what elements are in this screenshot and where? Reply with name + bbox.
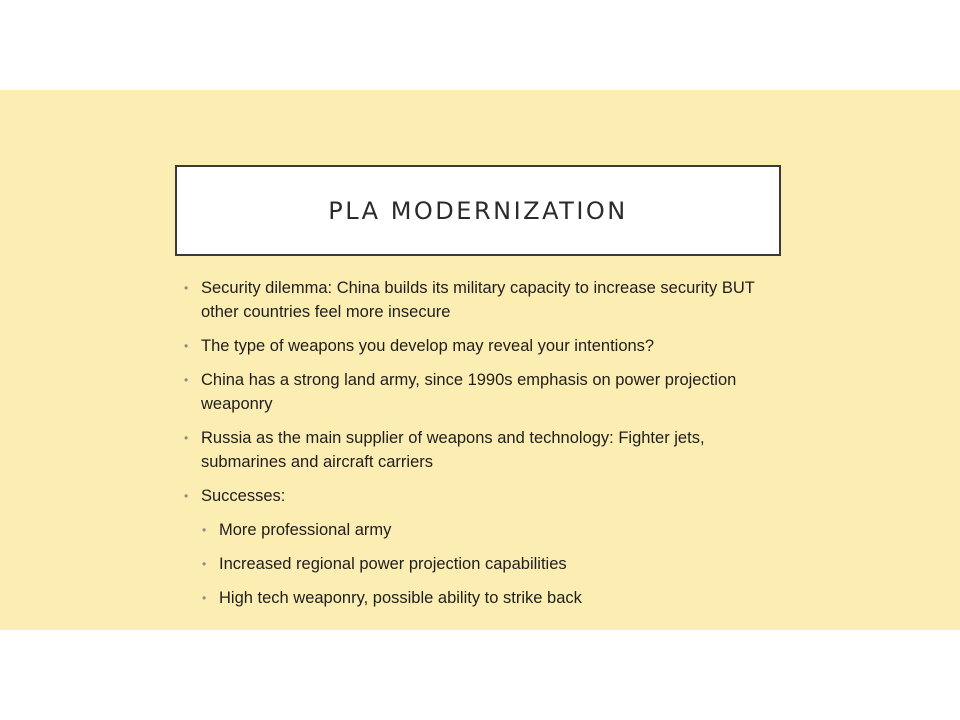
bullet-text: China has a strong land army, since 1990s emphasis on power projection weaponry — [201, 371, 737, 413]
bullet-text: Security dilemma: China builds its military capacity to increase security BUT other countries feel more insecure — [201, 279, 755, 321]
sub-bullet-item — [183, 518, 783, 542]
bullet-dot-icon: • — [184, 281, 189, 295]
sub-bullet-item — [183, 586, 783, 610]
bullet-item — [183, 334, 783, 358]
bullet-item — [183, 426, 783, 474]
bullet-item — [183, 368, 783, 416]
slide — [0, 90, 960, 630]
bullet-dot-icon: • — [184, 431, 189, 445]
sub-bullet-item — [183, 552, 783, 576]
bullet-text: High tech weaponry, possible ability to strike back — [219, 589, 582, 607]
bullet-dot-icon: • — [202, 591, 207, 605]
bullet-list — [183, 276, 783, 620]
bullet-dot-icon: • — [184, 489, 189, 503]
bullet-dot-icon: • — [202, 523, 207, 537]
bullet-item — [183, 484, 783, 508]
bullet-item — [183, 276, 783, 324]
title-box — [175, 165, 781, 256]
bullet-dot-icon: • — [202, 557, 207, 571]
bullet-dot-icon: • — [184, 339, 189, 353]
bullet-text: Successes: — [201, 487, 286, 505]
slide-title: PLA MODERNIZATION — [328, 196, 628, 225]
bullet-text: The type of weapons you develop may reveal your intentions? — [201, 337, 655, 355]
bullet-text: More professional army — [219, 521, 392, 539]
bullet-text: Russia as the main supplier of weapons and technology: Fighter jets, submarines and aircraft carriers — [201, 429, 705, 471]
bullet-dot-icon: • — [184, 373, 189, 387]
bullet-text: Increased regional power projection capabilities — [219, 555, 567, 573]
